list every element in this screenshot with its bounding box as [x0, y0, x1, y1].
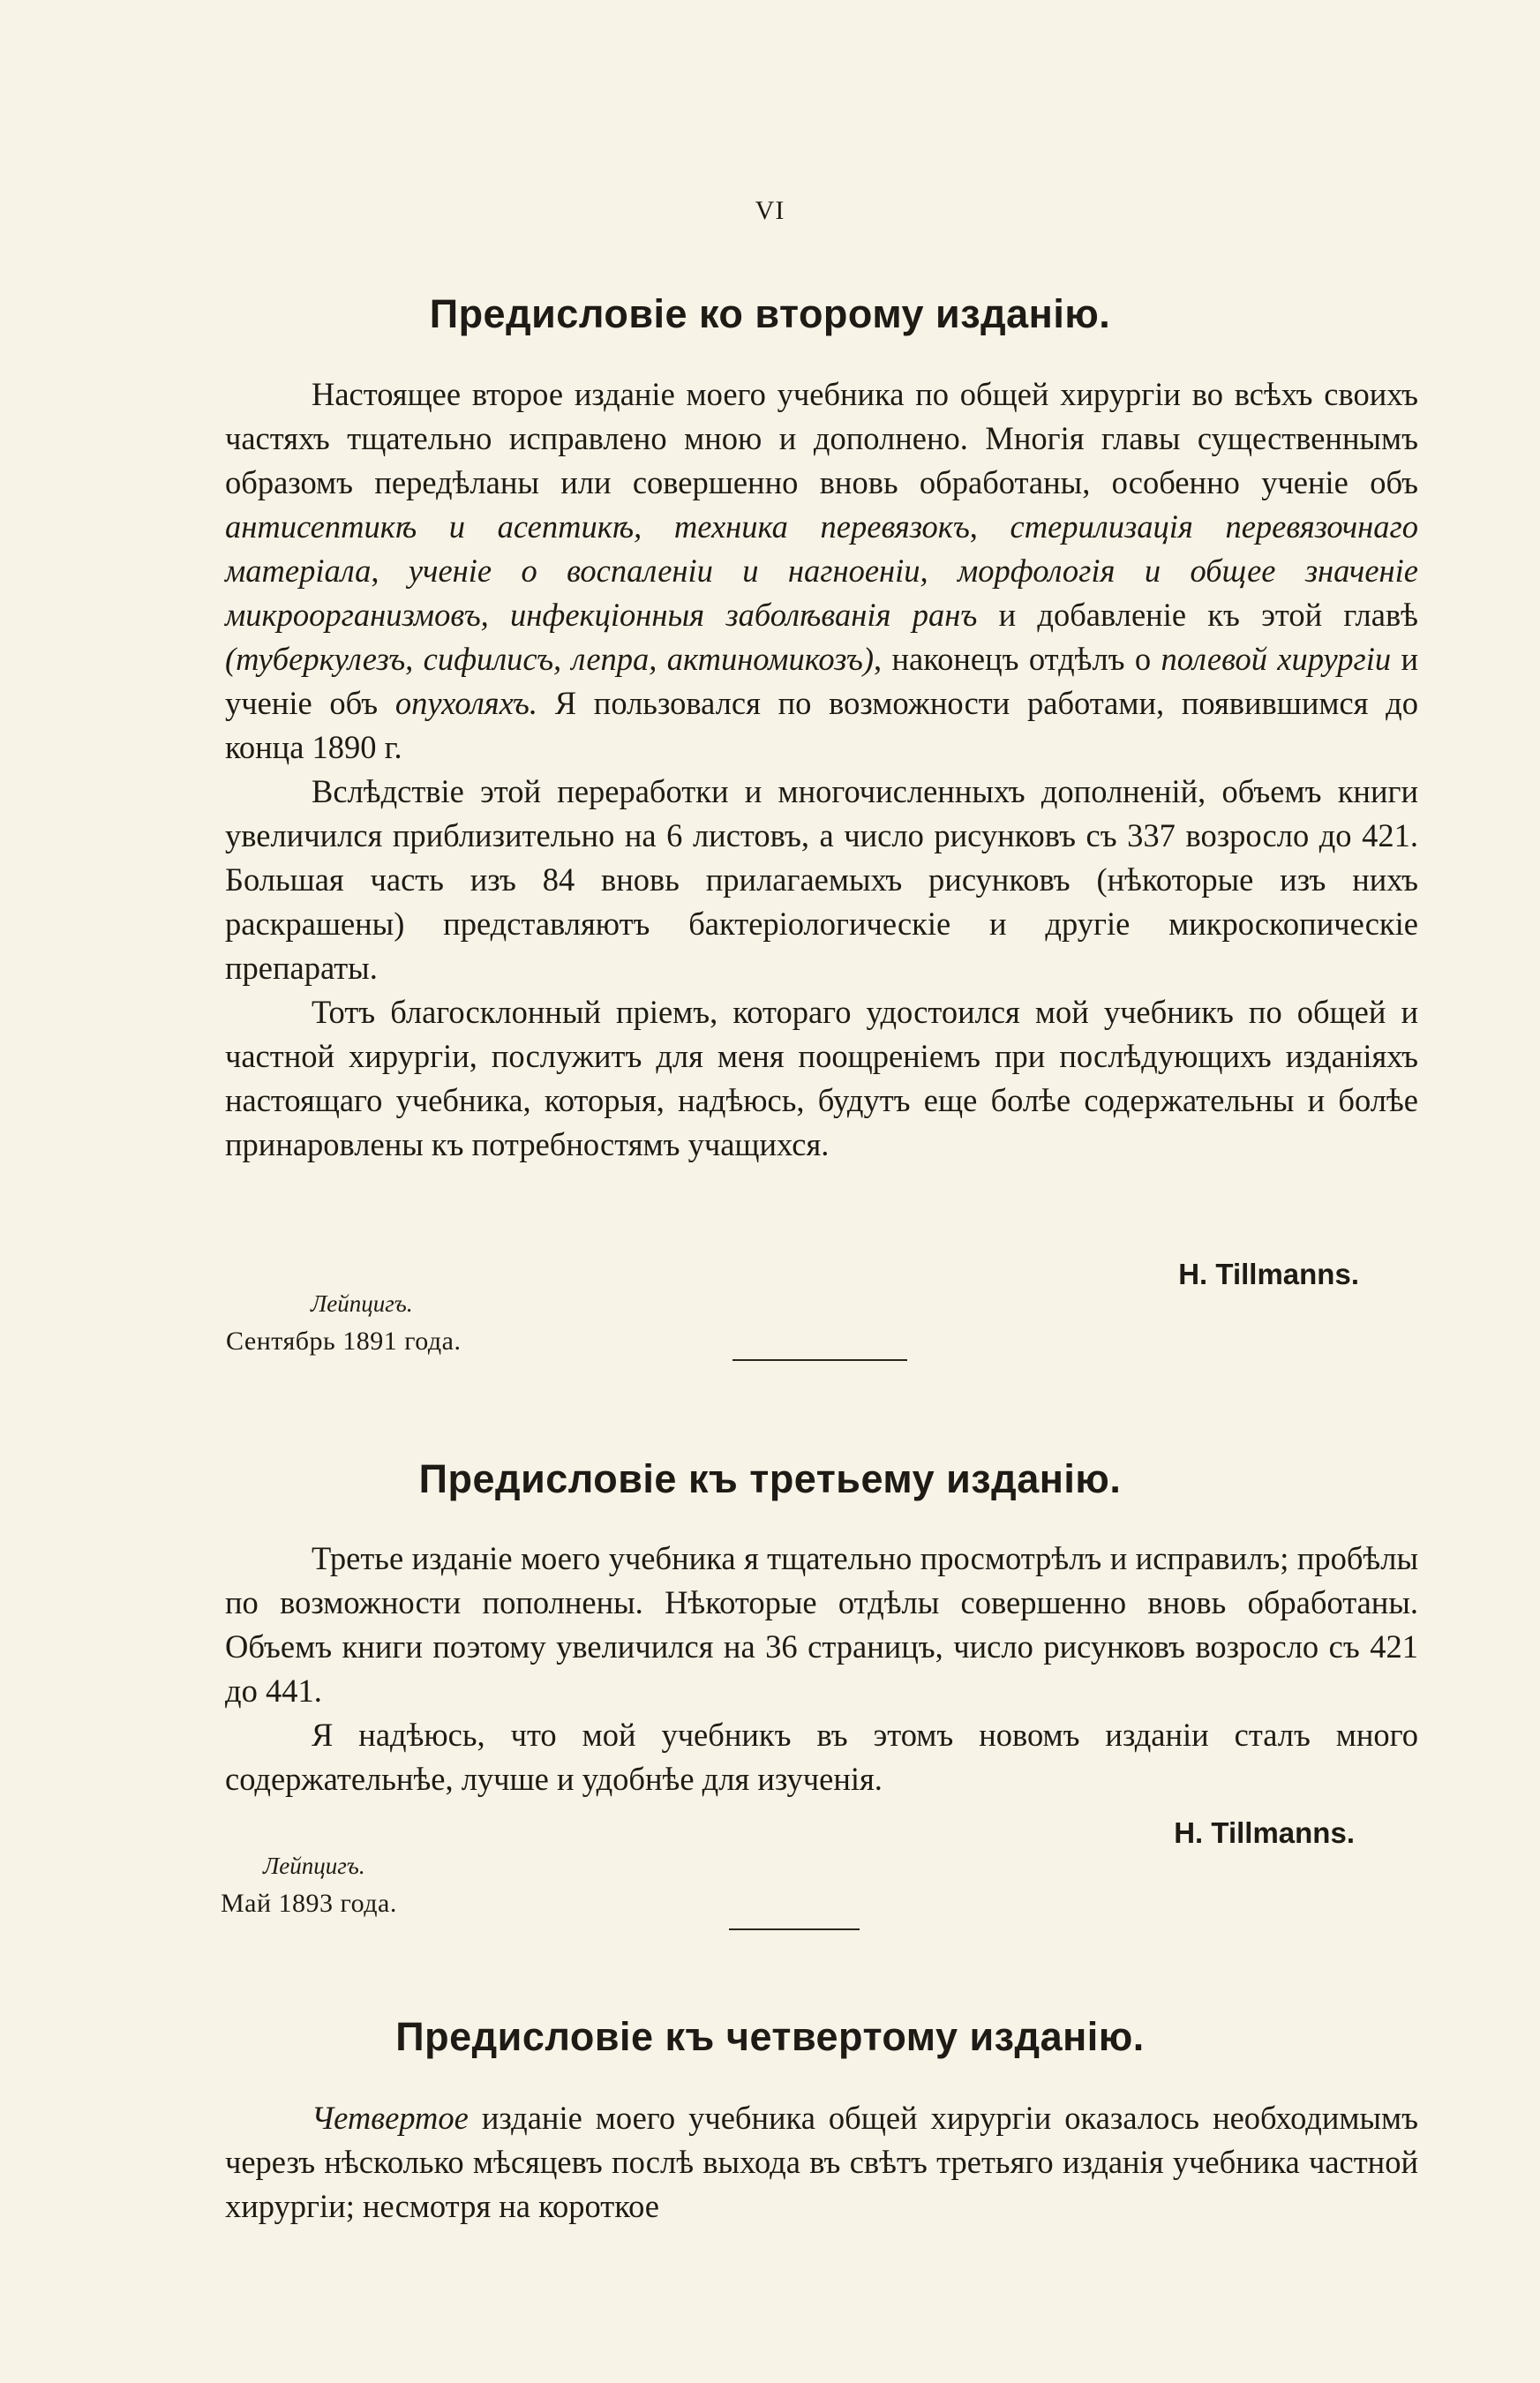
section-body-second-edition: [225, 372, 1418, 1167]
paragraph: [225, 770, 1418, 990]
section-title-second-edition: Предисловіе ко второму изданію.: [429, 291, 1111, 336]
text-run: Тотъ благосклонный пріемъ, котораго удостоился мой учебникъ по общей и частной хирургіи, послужитъ для меня поощреніемъ при послѣдующихъ изданіяхъ настоящаго учебника, которыя, надѣюсь, будутъ еще болѣе содержательны и болѣе принаровлены къ потребностямъ учащихся.: [225, 994, 1418, 1162]
text-run: Вслѣдствіе этой переработки и многочисленныхъ дополненій, объемъ книги увеличился приблизительно на 6 листовъ, а число рисунковъ съ 337 возросло до 421. Большая часть изъ 84 вновь прилагаемыхъ рисунковъ (нѣкоторые изъ нихъ раскрашены) представляютъ бактеріологическіе и другіе микроскопическіе препараты.: [225, 773, 1418, 986]
text-run: Я надѣюсь, что мой учебникъ въ этомъ новомъ изданіи сталъ много содержательнѣе, лучше и удобнѣе для изученія.: [225, 1717, 1418, 1797]
text-run: Настоящее второе изданіе моего учебника по общей хирургіи во всѣхъ своихъ частяхъ тщательно исправлено мною и дополнено. Многія главы существеннымъ образомъ передѣланы или совершенно вновь обработаны, особенно ученіе объ: [225, 376, 1418, 500]
place-line: Лейпцигъ.: [263, 1853, 365, 1879]
place-line: Лейпцигъ.: [311, 1290, 413, 1317]
italic-run: ученіе о воспаленіи и нагноеніи, морфологія и общее значеніе микроорганизмовъ, инфекціонныя заболѣванія ранъ: [225, 553, 1418, 633]
paragraph: [225, 372, 1418, 770]
italic-run: антисептикѣ и асептикѣ, техника перевязокъ: [225, 508, 970, 545]
section-divider: [729, 1928, 860, 1930]
signature: H. Tillmanns.: [1174, 1816, 1355, 1849]
italic-run: стерилизація перевязочнаго матеріала: [225, 508, 1418, 589]
page-number: VI: [755, 196, 785, 225]
paragraph: [225, 2096, 1418, 2229]
section-title-fourth-edition: Предисловіе къ четвертому изданію.: [395, 2014, 1145, 2059]
date-line: Май 1893 года.: [221, 1889, 397, 1918]
paragraph: [225, 1537, 1418, 1713]
section-body-fourth-edition: [225, 2096, 1418, 2229]
date-line: Сентябрь 1891 года.: [226, 1327, 462, 1356]
text-run: ,: [371, 553, 409, 589]
text-run: изданіе моего учебника общей хирургіи оказалось необходимымъ черезъ нѣсколько мѣсяцевъ послѣ выхода въ свѣтъ третьяго изданія учебника частной хирургіи; несмотря на короткое: [225, 2100, 1418, 2224]
text-run: ,: [969, 508, 1010, 545]
text-run: и добавленіе къ этой главѣ: [977, 597, 1418, 633]
text-run: , наконецъ отдѣлъ о: [874, 641, 1161, 677]
section-title-third-edition: Предисловіе къ третьему изданію.: [418, 1456, 1122, 1501]
section-divider: [732, 1359, 907, 1361]
text-run: Третье изданіе моего учебника я тщательно просмотрѣлъ и исправилъ; пробѣлы по возможности пополнены. Нѣкоторые отдѣлы совершенно вновь обработаны. Объемъ книги поэтому увеличился на 36 страницъ, число рисунковъ возросло съ 421 до 441.: [225, 1540, 1418, 1709]
italic-run: Четвертое: [312, 2100, 469, 2136]
italic-run: опухоляхъ.: [394, 685, 538, 721]
text-run: Я пользовался по возможности работами, появившимся до конца 1890 г.: [225, 685, 1418, 765]
text-run: и ученіе объ: [225, 641, 1418, 721]
section-body-third-edition: [225, 1537, 1418, 1801]
paragraph: [225, 990, 1418, 1167]
italic-run: (туберкулезъ, сифилисъ, лепра, актиномикозъ): [225, 641, 875, 677]
signature: H. Tillmanns.: [1178, 1258, 1359, 1290]
paragraph: [225, 1713, 1418, 1801]
italic-run: полевой хирургіи: [1161, 641, 1392, 677]
